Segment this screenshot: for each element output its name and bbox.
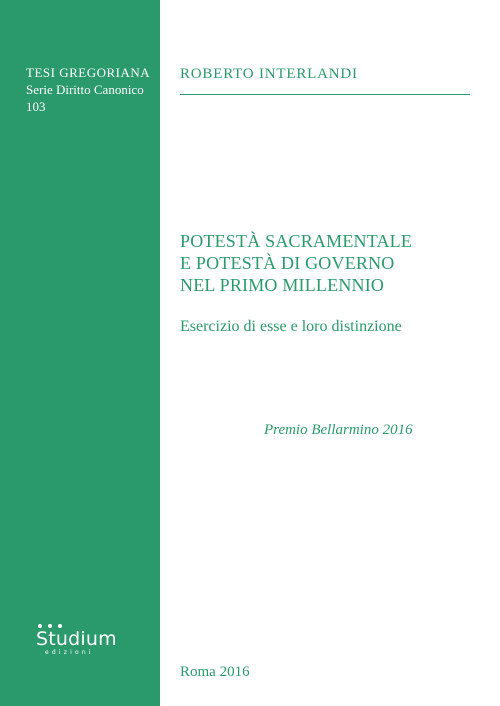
title-line: POTESTÀ SACRAMENTALE	[180, 231, 413, 251]
place-year: Roma 2016	[180, 664, 250, 680]
book-title	[180, 230, 412, 296]
publisher-name: Studium	[36, 628, 117, 650]
book-subtitle: Esercizio di esse e loro distinzione	[180, 318, 402, 335]
series-name: TESI GREGORIANA	[26, 65, 151, 80]
title-line: NEL PRIMO MILLENNIO	[180, 275, 385, 295]
series-subseries: Serie Diritto Canonico	[26, 82, 144, 97]
title-line: E POTESTÀ DI GOVERNO	[180, 253, 395, 273]
series-info	[26, 64, 150, 115]
author-name: ROBERTO INTERLANDI	[180, 66, 358, 82]
cover-spine-band	[0, 0, 160, 706]
award-label: Premio Bellarmino 2016	[264, 422, 413, 438]
header-divider	[180, 94, 470, 95]
series-number: 103	[26, 99, 46, 114]
publisher-tagline: edizioni	[45, 649, 94, 656]
publisher-logo	[36, 624, 122, 657]
